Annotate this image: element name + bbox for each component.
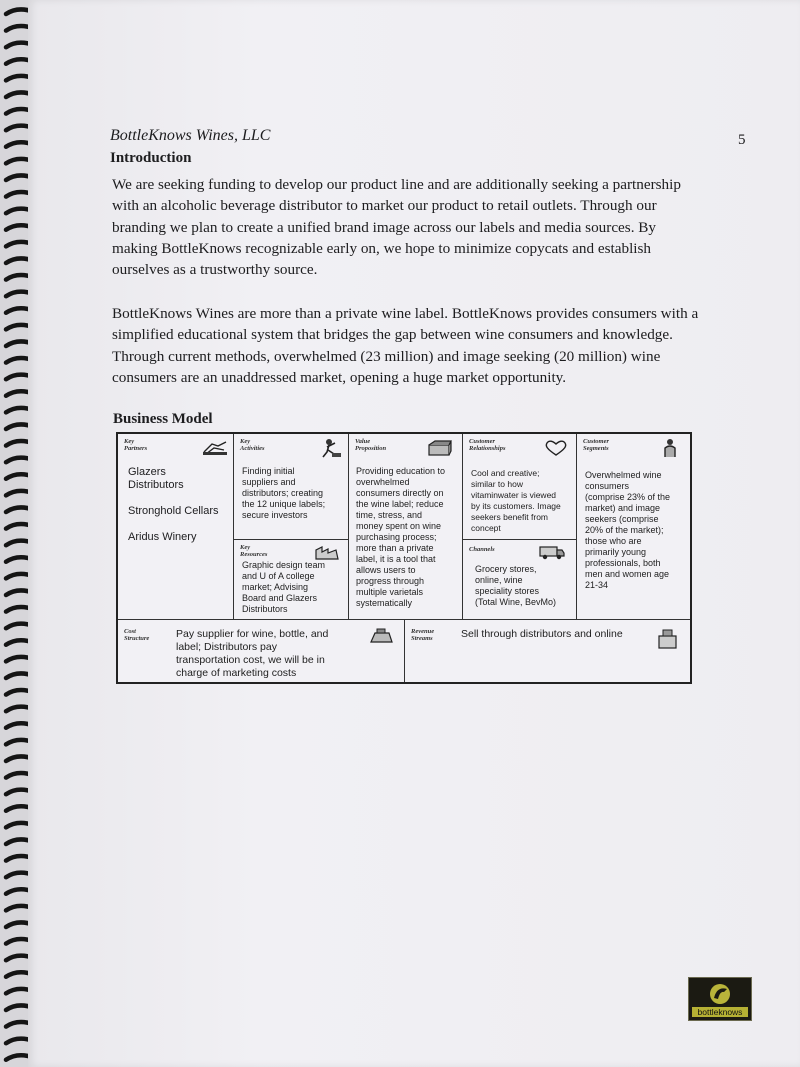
page-number: 5 <box>738 132 746 148</box>
person-icon <box>661 438 679 458</box>
worker-icon <box>320 438 342 458</box>
customer-relationships-text: Cool and creative; similar to how vitaminwater is viewed by its customers. Image seekers benefit from concept <box>471 468 561 533</box>
value-proposition-label: Value Proposition <box>355 438 387 452</box>
key-resources-label: Key Resources <box>240 544 268 558</box>
key-resources-text: Graphic design team and U of A college market; Advising Board and Glazers Distributors <box>242 560 326 614</box>
logo-emblem-icon <box>705 982 735 1006</box>
document-header-title: BottleKnows Wines, LLC <box>110 127 271 144</box>
gift-icon <box>427 440 453 456</box>
truck-icon <box>539 544 565 560</box>
partner-item: Glazers Distributors <box>128 466 184 491</box>
cash-register-icon <box>655 628 679 650</box>
cash-register-icon <box>368 628 394 644</box>
text-line: consumers are an unaddressed market, opening a huge market opportunity. <box>112 368 567 386</box>
key-partners-cell <box>118 434 234 620</box>
channels-label: Channels <box>469 546 495 553</box>
chain-link-icon <box>202 440 228 456</box>
channels-cell <box>463 540 577 620</box>
logo-text: bottleknows <box>692 1007 748 1017</box>
key-activities-cell <box>234 434 349 540</box>
revenue-streams-cell <box>405 620 690 682</box>
customer-segments-label: Customer Segments <box>583 438 610 452</box>
partner-item: Aridus Winery <box>128 531 197 543</box>
revenue-streams-label: Revenue Streams <box>411 628 435 642</box>
key-resources-cell <box>234 540 349 620</box>
introduction-paragraph-1 <box>112 174 762 280</box>
partner-item: Stronghold Cellars <box>128 505 219 517</box>
text-line: branding we plan to create a unified brand image across our labels and media sources. By <box>112 218 657 236</box>
text-line: BottleKnows Wines are more than a private wine label. BottleKnows provides consumers with a <box>112 305 699 322</box>
customer-relationships-cell <box>463 434 577 540</box>
channels-text: Grocery stores, online, wine speciality stores (Total Wine, BevMo) <box>475 564 557 607</box>
cost-structure-cell <box>118 620 405 682</box>
introduction-heading: Introduction <box>110 150 192 166</box>
cost-structure-text: Pay supplier for wine, bottle, and label; Distributors pay transportation cost, we will be in charge of marketing costs <box>176 628 329 679</box>
text-line: making BottleKnows recognizable early on, we hope to minimize copycats and establish <box>112 239 652 257</box>
key-partners-label: Key Partners <box>124 438 148 452</box>
heart-icon <box>543 440 569 456</box>
text-line: with an alcoholic beverage distributor to market our product to retail outlets. Through our <box>112 197 657 215</box>
text-line: simplified educational system that bridges the gap between wine consumers and knowledge. <box>112 326 673 344</box>
customer-segments-cell <box>577 434 690 620</box>
factory-icon <box>314 544 340 560</box>
cost-structure-label: Cost Structure <box>124 628 150 642</box>
text-line: ourselves as a trustworthy source. <box>112 261 318 279</box>
key-activities-text: Finding initial suppliers and distributors; creating the 12 unique labels; secure investors <box>242 466 326 520</box>
bottleknows-logo <box>688 977 752 1021</box>
business-model-canvas <box>116 432 692 684</box>
value-proposition-text: Providing education to overwhelmed consumers directly on the wine label; reduce time, stress, and money spent on wine purchasing process; more than a private label, it is a tool that allows users to progress through multiple varietals systematically <box>356 466 446 608</box>
customer-segments-text: Overwhelmed wine consumers (comprise 23% of the market) and image seekers (comprise 20% of the market); those who are primarily young professionals, both men and women age 21-34 <box>585 470 671 590</box>
introduction-paragraph-2 <box>112 303 762 388</box>
text-line: We are seeking funding to develop our product line and are additionally seeking a partnership <box>112 176 681 193</box>
text-line: Through current methods, overwhelmed (23 million) and image seeking (20 million) wine <box>112 347 661 365</box>
value-proposition-cell <box>349 434 463 620</box>
key-activities-label: Key Activities <box>240 438 265 452</box>
customer-relationships-label: Customer Relationships <box>469 438 506 452</box>
revenue-streams-text: Sell through distributors and online <box>461 628 623 640</box>
business-model-heading: Business Model <box>113 411 213 427</box>
key-partners-list <box>128 466 219 557</box>
